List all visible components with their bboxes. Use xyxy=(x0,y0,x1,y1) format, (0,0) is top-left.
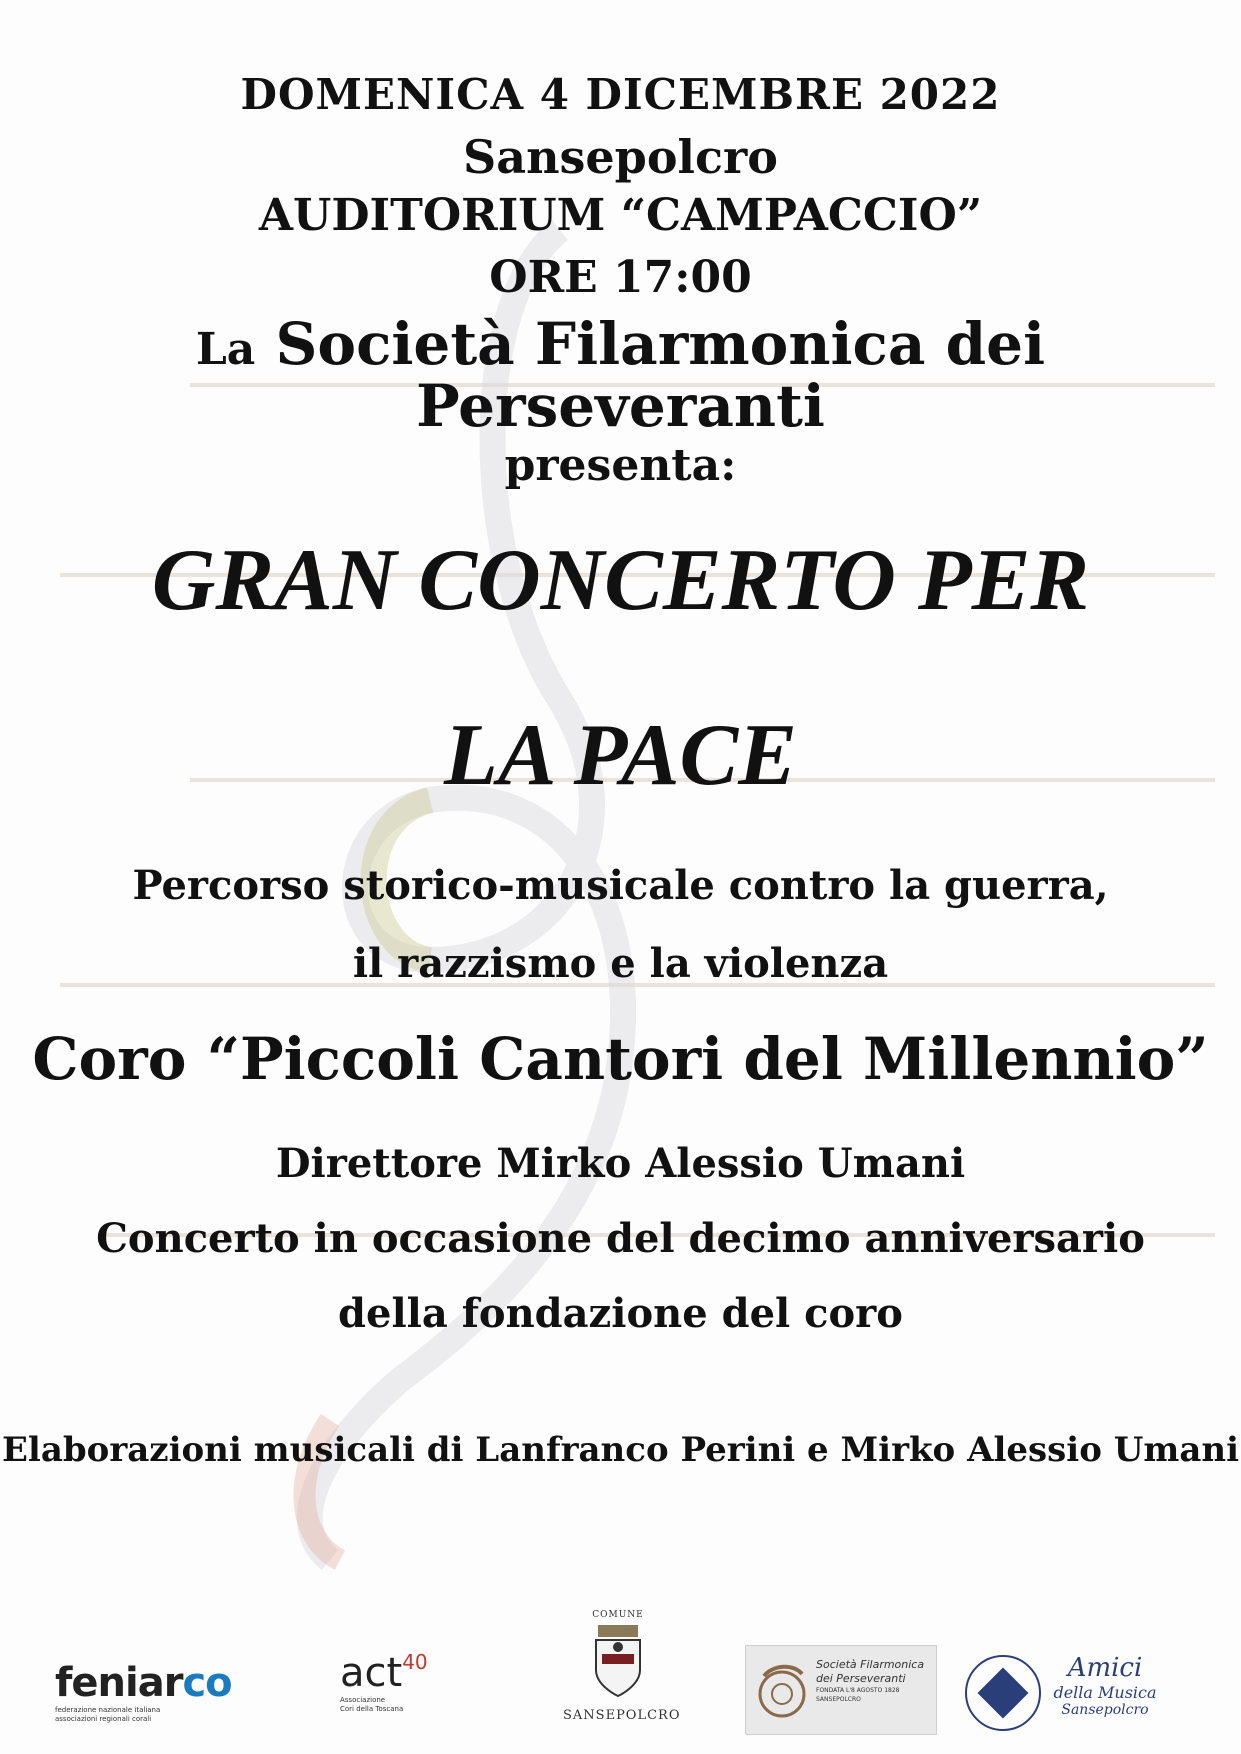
act-number: 40 xyxy=(402,1650,428,1674)
occasion-line2: della fondazione del coro xyxy=(338,1290,903,1337)
comune-logo xyxy=(563,1610,681,1740)
arrangements-credit: Elaborazioni musicali di Lanfranco Perini e Mirko Alessio Umani xyxy=(2,1430,1239,1470)
feniarco-sub1: federazione nazionale italiana xyxy=(55,1706,161,1714)
feniarco-sub2: associazioni regionali corali xyxy=(55,1715,152,1723)
concert-title-line1: GRAN CONCERTO PER xyxy=(151,532,1090,629)
filarmonica-line3: FONDATA L'8 AGOSTO 1828 xyxy=(816,1687,900,1694)
comune-bottom-text: SANSEPOLCRO xyxy=(563,1708,681,1723)
presenter-article: La xyxy=(195,324,256,375)
description-line2: il razzismo e la violenza xyxy=(352,940,889,987)
event-date: DOMENICA 4 DICEMBRE 2022 xyxy=(240,70,1001,119)
amici-line2: della Musica xyxy=(1053,1683,1157,1702)
presents-text: presenta: xyxy=(504,440,737,491)
sponsor-logos xyxy=(0,1610,1241,1740)
amici-line3: Sansepolcro xyxy=(1061,1702,1149,1718)
description-line1: Percorso storico-musicale contro la guerra, xyxy=(132,862,1109,909)
horn-icon xyxy=(754,1656,810,1724)
act-sub1: Associazione xyxy=(340,1696,386,1704)
presenter-name-2: Perseveranti xyxy=(416,372,825,440)
filarmonica-line2: dei Perseveranti xyxy=(816,1672,906,1685)
feniarco-logo xyxy=(55,1660,245,1724)
occasion-line1: Concerto in occasione del decimo anniversario xyxy=(96,1215,1145,1262)
amici-line1: Amici xyxy=(1067,1653,1143,1683)
director-name: Direttore Mirko Alessio Umani xyxy=(275,1140,966,1187)
choir-name: Coro “Piccoli Cantori del Millennio” xyxy=(32,1025,1209,1093)
act-name: act xyxy=(340,1650,403,1696)
presenter-name-1: Società Filarmonica dei xyxy=(275,310,1046,378)
filarmonica-line4: SANSEPOLCRO xyxy=(816,1696,861,1703)
amici-musica-logo xyxy=(965,1645,1165,1735)
act-sub2: Cori della Toscana xyxy=(340,1705,404,1713)
filarmonica-line1: Società Filarmonica xyxy=(816,1658,925,1671)
feniarco-name-b: co xyxy=(182,1660,232,1706)
feniarco-name-a: feniar xyxy=(55,1660,183,1706)
event-time: ORE 17:00 xyxy=(489,252,752,303)
filarmonica-logo xyxy=(745,1645,937,1735)
event-city: Sansepolcro xyxy=(463,130,778,184)
amici-emblem-icon xyxy=(965,1655,1041,1731)
concert-title-line2: LA PACE xyxy=(444,707,797,804)
event-venue: AUDITORIUM “CAMPACCIO” xyxy=(258,190,983,241)
act-logo xyxy=(340,1650,470,1714)
comune-top-text: COMUNE xyxy=(592,1610,644,1620)
presenter-line xyxy=(0,310,1241,378)
coat-of-arms-icon xyxy=(588,1620,648,1700)
